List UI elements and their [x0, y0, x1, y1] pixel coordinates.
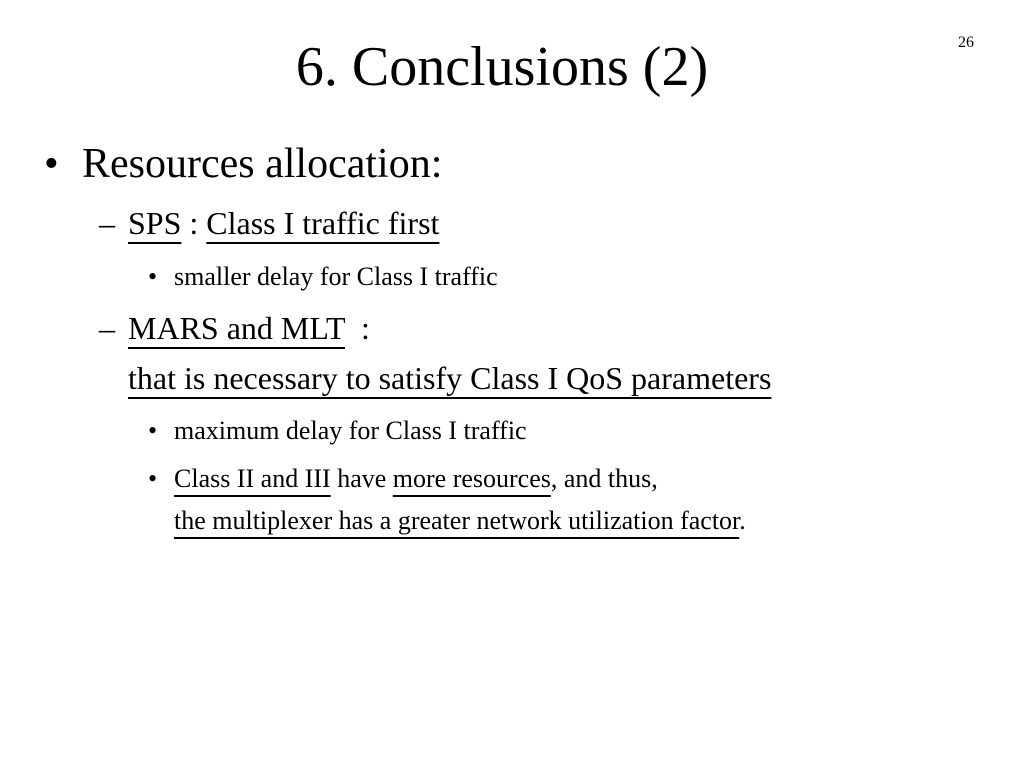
mars-detail-1-text: maximum delay for Class I traffic — [174, 416, 527, 445]
mars-detail-2 — [148, 458, 746, 542]
more-resources-text: more resources — [392, 464, 551, 493]
and-thus-text: , and thus, — [550, 464, 658, 493]
bullet-text: Resources allocation: — [82, 141, 443, 187]
dash-marker: – — [99, 310, 115, 346]
bullet-marker: • — [148, 416, 158, 445]
mars-description: that is necessary to satisfy Class I QoS parameters — [128, 360, 772, 396]
sps-name: SPS — [128, 205, 182, 241]
slide-number: 26 — [958, 34, 974, 51]
mars-separator: : — [344, 310, 370, 346]
sps-detail-text: smaller delay for Class I traffic — [174, 262, 498, 291]
connector-text: have — [330, 464, 393, 493]
sub-bullet-mars-mlt — [99, 303, 772, 403]
mars-detail-1 — [148, 410, 527, 452]
bullet-marker: • — [148, 464, 158, 493]
dash-marker: – — [99, 205, 115, 241]
bullet-marker: • — [148, 262, 158, 291]
sps-separator: : — [181, 205, 207, 241]
period-text: . — [739, 506, 746, 535]
bullet-marker: • — [44, 141, 59, 187]
slide-title: 6. Conclusions (2) — [295, 36, 709, 98]
sps-description: Class I traffic first — [206, 205, 440, 241]
sub-bullet-sps — [99, 198, 440, 248]
bullet-resources-allocation — [44, 140, 442, 188]
utilization-text: the multiplexer has a greater network utilization factor — [174, 506, 740, 535]
mars-name: MARS and MLT — [128, 310, 345, 346]
classes-text: Class II and III — [174, 464, 331, 493]
sps-detail — [148, 256, 498, 298]
